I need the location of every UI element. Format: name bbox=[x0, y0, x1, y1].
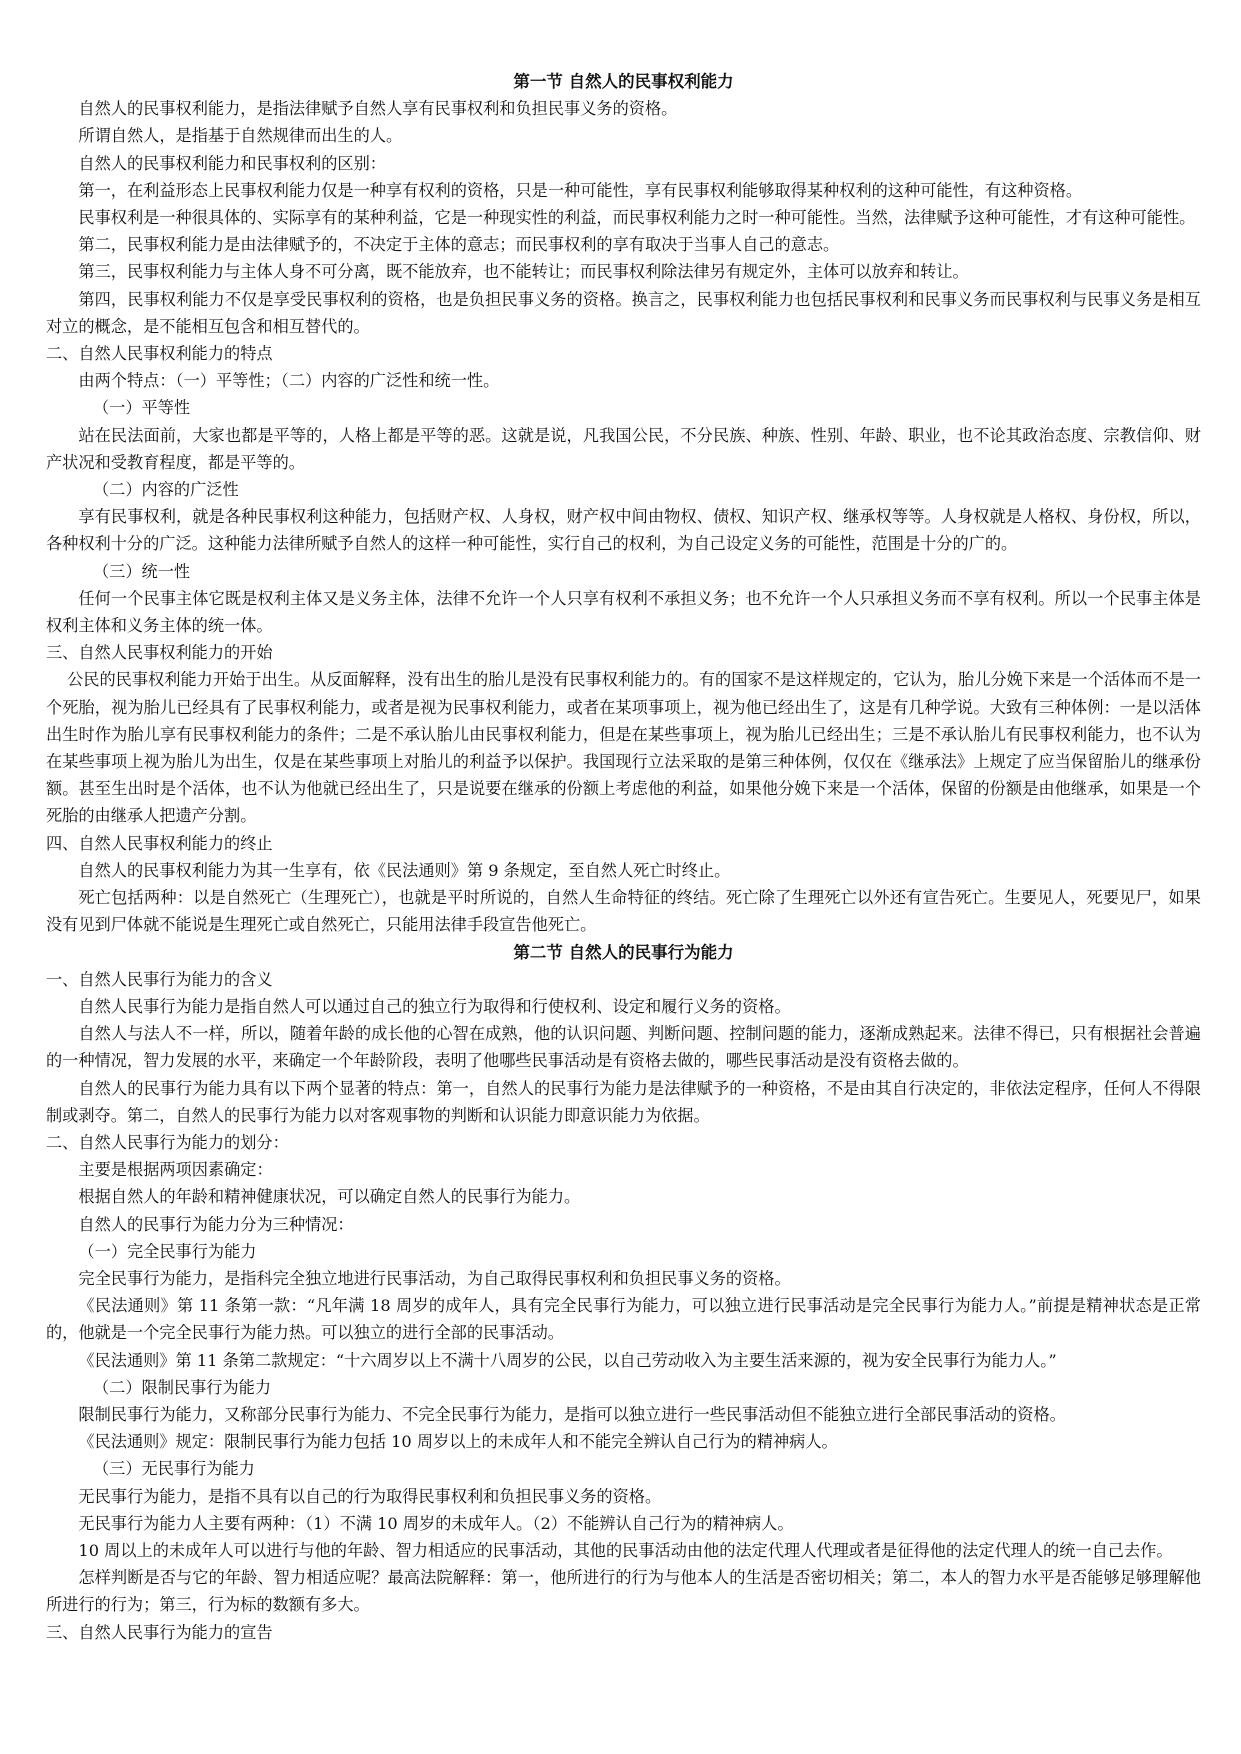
text-line: 第二，民事权利能力是由法律赋予的，不决定于主体的意志；而民事权利的享有取决于当事人自己的意志。 bbox=[78, 235, 840, 255]
text-line: （三）无民事行为能力 bbox=[92, 1459, 255, 1479]
text-line: 自然人民事行为能力是指自然人可以通过自己的独立行为取得和行使权利、设定和履行义务的资格。 bbox=[78, 996, 791, 1016]
subsection-heading: 二、自然人民事行为能力的划分： bbox=[46, 1132, 289, 1152]
paragraph: 第一，在利益形态上民事权利能力仅是一种享有权利的资格，只是一种可能性，享有民事权利能够取得某种权利的这种可能性，有这种资格。 bbox=[78, 180, 1083, 200]
paragraph: 自然人与法人不一样，所以，随着年龄的成长他的心智在成熟，他的认识问题、判断问题、控制问题的能力，逐渐成熟起来。法律不得已，只有根据社会普遍的一种情况，智力发展的水平，来确定一个年龄阶段，表明了他哪些民事活动是有资格去做的，哪些民事活动是没有资格去做的。 bbox=[46, 1024, 1201, 1071]
paragraph: 《民法通则》第 11 条第二款规定：“十六周岁以上不满十八周岁的公民，以自己劳动收入为主要生活来源的，视为安全民事行为能力人。” bbox=[78, 1350, 1057, 1370]
subsection-heading: 一、自然人民事行为能力的含义 bbox=[46, 969, 273, 989]
paragraph: 享有民事权利，就是各种民事权利这种能力，包括财产权、人身权，财产权中间由物权、债权、知识产权、继承权等等。人身权就是人格权、身份权，所以，各种权利十分的广泛。这种能力法律所赋予自然人的这样一种可能性，实行自己的权利，为自己设定义务的可能性，范围是十分的广的。 bbox=[46, 507, 1201, 554]
paragraph: 公民的民事权利能力开始于出生。从反面解释，没有出生的胎儿是没有民事权利能力的。有的国家不是这样规定的，它认为，胎儿分娩下来是一个活体而不是一个死胎，视为胎儿已经具有了民事权利能力，或者是视为民事权利能力，或者在某项事项上，视为他已经出生了，这是有几种学说。大致有三种体例：一是以活体出生时作为胎儿享有民事权利能力的条件；二是不承认胎儿由民事权利能力，但是在某些事项上，视为胎儿已经出生；三是不承认胎儿有民事权利能力，也不认为在某些事项上视为胎儿为出生，仅是在某些事项上对胎儿的利益予以保护。我国现行立法采取的是第三种体例，仅仅在《继承法》上规定了应当保留胎儿的继承份额。甚至生出时是个活体，也不认为他就已经出生了，只是说要在继承的份额上考虑他的利益，如果他分娩下来是一个活体，保留的份额是由他继承，如果是一个死胎的由继承人把遗产分割。 bbox=[46, 670, 1201, 826]
text-line: 自然人的民事权利能力和民事权利的区别： bbox=[78, 153, 386, 173]
text-line: 主要是根据两项因素确定： bbox=[78, 1160, 273, 1180]
paragraph: 第四，民事权利能力不仅是享受民事权利的资格，也是负担民事义务的资格。换言之，民事权利能力也包括民事权利和民事义务而民事权利与民事义务是相互对立的概念，是不能相互包含和相互替代的。 bbox=[46, 289, 1201, 336]
subsection-heading: 四、自然人民事权利能力的终止 bbox=[46, 833, 273, 853]
text-line: 自然人的民事行为能力分为三种情况： bbox=[78, 1214, 354, 1234]
text-line: 完全民事行为能力，是指科完全独立地进行民事活动，为自己取得民事权利和负担民事义务的资格。 bbox=[78, 1268, 791, 1288]
paragraph: 10 周以上的未成年人可以进行与他的年龄、智力相适应的民事活动，其他的民事活动由他的法定代理人代理或者是征得他的法定代理人的统一自己去作。 bbox=[78, 1540, 1173, 1560]
section-heading: 第一节 自然人的民事权利能力 bbox=[513, 72, 734, 91]
text-line: （一）平等性 bbox=[92, 398, 191, 418]
paragraph: 自然人的民事行为能力具有以下两个显著的特点：第一，自然人的民事行为能力是法律赋予的一种资格，不是由其自行决定的，非依法定程序，任何人不得限制或剥夺。第二，自然人的民事行为能力以对客观事物的判断和认识能力即意识能力为依据。 bbox=[46, 1078, 1201, 1125]
text-line: （三）统一性 bbox=[92, 561, 191, 581]
paragraph: 限制民事行为能力，又称部分民事行为能力、不完全民事行为能力，是指可以独立进行一些民事活动但不能独立进行全部民事活动的资格。 bbox=[78, 1404, 1066, 1424]
paragraph: 民事权利是一种很具体的、实际享有的某种利益，它是一种现实性的利益，而民事权利能力之时一种可能性。当然，法律赋予这种可能性，才有这种可能性。 bbox=[78, 208, 1196, 228]
text-line: 由两个特点：（一）平等性；（二）内容的广泛性和统一性。 bbox=[78, 371, 500, 391]
text-line: 无民事行为能力，是指不具有以自己的行为取得民事权利和负担民事义务的资格。 bbox=[78, 1486, 662, 1506]
text-line: （二）内容的广泛性 bbox=[92, 480, 239, 500]
text-line: 无民事行为能力人主要有两种：（1）不满 10 周岁的未成年人。（2）不能辨认自己行为的精神病人。 bbox=[78, 1513, 794, 1533]
text-line: （二）限制民事行为能力 bbox=[92, 1377, 272, 1397]
text-line: （一）完全民事行为能力 bbox=[78, 1241, 257, 1261]
subsection-heading: 三、自然人民事权利能力的开始 bbox=[46, 643, 273, 663]
paragraph: 《民法通则》第 11 条第一款：“凡年满 18 周岁的成年人，具有完全民事行为能力，可以独立进行民事活动是完全民事行为能力人。”前提是精神状态是正常的，他就是一个完全民事行为能力热。可以独立的进行全部的民事活动。 bbox=[46, 1296, 1201, 1343]
paragraph: 站在民法面前，大家也都是平等的，人格上都是平等的恶。这就是说，凡我国公民，不分民族、种族、性别、年龄、职业，也不论其政治态度、宗教信仰、财产状况和受教育程度，都是平等的。 bbox=[46, 425, 1201, 472]
paragraph: 死亡包括两种：以是自然死亡（生理死亡），也就是平时所说的，自然人生命特征的终结。死亡除了生理死亡以外还有宣告死亡。生要见人，死要见尸，如果没有见到尸体就不能说是生理死亡或自然死亡，只能用法律手段宣告他死亡。 bbox=[46, 888, 1201, 935]
text-line: 所谓自然人，是指基于自然规律而出生的人。 bbox=[78, 126, 403, 146]
section-heading: 第二节 自然人的民事行为能力 bbox=[513, 942, 734, 962]
text-line: 第三，民事权利能力与主体人身不可分离，既不能放弃，也不能转让；而民事权利除法律另有规定外，主体可以放弃和转让。 bbox=[78, 262, 969, 282]
text-line: 自然人的民事权利能力为其一生享有，依《民法通则》第 9 条规定，至自然人死亡时终止。 bbox=[78, 860, 731, 880]
text-line: 自然人的民事权利能力，是指法律赋予自然人享有民事权利和负担民事义务的资格。 bbox=[78, 99, 678, 119]
paragraph: 怎样判断是否与它的年龄、智力相适应呢？最高法院解释：第一，他所进行的行为与他本人的生活是否密切相关；第二，本人的智力水平是否能够足够理解他所进行的行为；第三，行为标的数额有多大。 bbox=[46, 1568, 1201, 1615]
paragraph: 任何一个民事主体它既是权利主体又是义务主体，法律不允许一个人只享有权利不承担义务；也不允许一个人只承担义务而不享有权利。所以一个民事主体是权利主体和义务主体的统一体。 bbox=[46, 588, 1201, 636]
subsection-heading: 二、自然人民事权利能力的特点 bbox=[46, 344, 273, 364]
text-line: 根据自然人的年龄和精神健康状况，可以确定自然人的民事行为能力。 bbox=[78, 1187, 581, 1207]
subsection-heading: 三、自然人民事行为能力的宣告 bbox=[46, 1622, 273, 1642]
text-line: 《民法通则》规定：限制民事行为能力包括 10 周岁以上的未成年人和不能完全辨认自己行为的精神病人。 bbox=[78, 1432, 838, 1452]
